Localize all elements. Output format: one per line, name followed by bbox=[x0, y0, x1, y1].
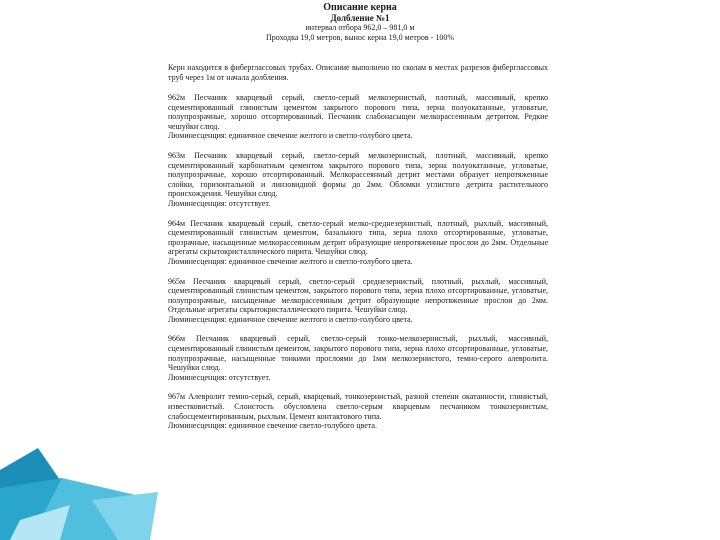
core-entry-luminescence: Люминесценция: единичное свечение желтого и светло-голубого цвета. bbox=[168, 314, 413, 324]
core-entry-luminescence: Люминесценция: отсутствует. bbox=[168, 198, 271, 208]
core-entry-description: 967м Алевролит темно-серый, серый, кварцевый, тонкозернистый, разной степени окатанности, глинистый, известковистый. Слоистость обусловлена светло-серым кварцевым песчаником тонкозернистым, слабосцементированным, рыхлым. Цемент контактового типа. bbox=[168, 392, 548, 421]
core-entry bbox=[168, 93, 548, 141]
core-entry bbox=[168, 334, 548, 382]
core-entry-luminescence: Люминесценция: единичное свечение желтого и светло-голубого цвета. bbox=[168, 131, 413, 141]
core-entry-description: 965м Песчаник кварцевый серый, светло-серый среднезернистый, плотный, рыхлый, массивный, сцементированный глинистым цементом, закрытого порового типа, зерна плохо отсортированные, угловатые, полупрозрачные, насыщенные мелкорассеянным детрит образующие непротяженные прослои до 2мм. Отдельные агрегаты скрытокристаллического пирита. Чешуйки слюд. bbox=[168, 276, 548, 315]
core-entry bbox=[168, 277, 548, 325]
document-subtitle: Долбление №1 bbox=[330, 13, 390, 23]
intro-paragraph: Керн находится в фиберглассовых трубах. Описание выполнено по сколам в местах разрезов фиберглассовых труб через 1м от начала долбления. bbox=[168, 63, 548, 82]
document-title: Описание керна bbox=[323, 2, 397, 13]
sampling-interval: интервал отбора 962,0 – 981,0 м bbox=[305, 23, 415, 32]
decorative-ribbon bbox=[0, 0, 160, 540]
core-entry-luminescence: Люминесценция: единичное свечение желтого и светло-голубого цвета. bbox=[168, 256, 413, 266]
core-entry-luminescence: Люминесценция: отсутствует. bbox=[168, 372, 271, 382]
core-entry bbox=[168, 219, 548, 267]
core-entry bbox=[168, 151, 548, 209]
penetration-summary: Проходка 19,0 метров, вынос керна 19,0 метров - 100% bbox=[266, 33, 454, 42]
core-entry-description: 963м Песчаник кварцевый серый, светло-серый мелкозернистый, плотный, массивный, крепко сцементированный карбонатным цементом закрытого порового типа, зерна полуокатанные, угловатые, полупрозрачные, хорошо отсортированный. Мелкорассеянный детрит местами образует непротяженные слойки, горизонтальной и линзовидной формы до 2мм. Обломки углистого детрита растительного происхождения. Чешуйки слюд. bbox=[168, 150, 548, 199]
core-entry-description: 966м Песчаник кварцевый серый, светло-серый тонко-мелкозернистый, рыхлый, массивный, сцементированный глинистым цементом, закрытого порового типа, зерна плохо отсортированные, угловатые, полупрозрачные, насыщенные тонкими прослоями до 1мм мелкозернистого, темно-серого алевролита. Чешуйки слюд. bbox=[168, 334, 548, 373]
core-entry-description: 962м Песчаник кварцевый серый, светло-серый мелкозернистый, плотный, массивный, крепко сцементированный глинистым цементом закрытого порового типа, зерна полуокатанные, угловатые, полупрозрачные, хорошо отсортированный. Песчаник слабонасыщен мелкорассеянным детритом. Редкие чешуйки слюд. bbox=[168, 93, 548, 131]
core-entry bbox=[168, 392, 548, 430]
document-page bbox=[160, 0, 560, 540]
core-entry-description: 964м Песчаник кварцевый серый, светло-серый мелко-среднезернистый, плотный, рыхлый, массивный, сцементированный глинистым цементом, базального типа, зерна плохо отсортированные, угловатые, прозрачные, насыщенные мелкорассеянным детрит образующие непротяженные прослои до 2мм. Отдельные агрегаты скрытокристаллического пирита. Чешуйки слюд. bbox=[168, 218, 548, 257]
core-entry-luminescence: Люминесценция: единичное свечение светло-голубого цвета. bbox=[168, 421, 377, 431]
core-description-list bbox=[168, 93, 548, 431]
